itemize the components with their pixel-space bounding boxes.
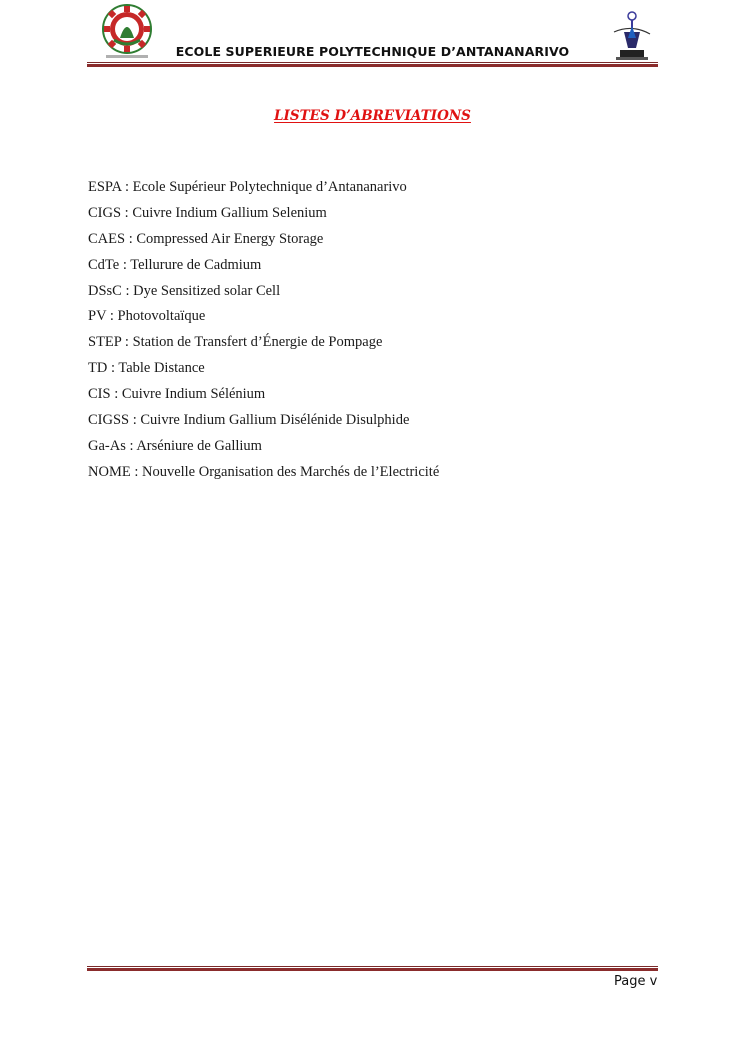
- list-item: STEP : Station de Transfert d’Énergie de Pompage: [88, 334, 383, 351]
- list-item: ESPA : Ecole Supérieur Polytechnique d’Antananarivo: [88, 179, 407, 195]
- list-item: TD : Table Distance: [88, 360, 205, 377]
- abbreviation-list: [88, 178, 439, 489]
- school-name: ECOLE SUPERIEURE POLYTECHNIQUE D’ANTANANARIVO: [175, 44, 570, 59]
- page-title: LISTES D’ABREVIATIONS: [274, 108, 471, 124]
- header-divider: [87, 62, 658, 67]
- list-item: Ga-As : Arséniure de Gallium: [88, 437, 262, 454]
- list-item: CIGSS : Cuivre Indium Gallium Disélénide Disulphide: [88, 412, 410, 429]
- footer-divider: [87, 966, 658, 971]
- list-item: NOME : Nouvelle Organisation des Marchés de l’Electricité: [88, 463, 440, 480]
- list-item: CAES : Compressed Air Energy Storage: [88, 230, 324, 247]
- list-item: PV : Photovoltaïque: [88, 308, 206, 325]
- list-item: DSsC : Dye Sensitized solar Cell: [88, 282, 281, 299]
- page-number: Page v: [614, 974, 658, 989]
- list-item: CIS : Cuivre Indium Sélénium: [88, 386, 266, 403]
- list-item: CdTe : Tellurure de Cadmium: [88, 256, 262, 273]
- list-item: CIGS : Cuivre Indium Gallium Selenium: [88, 204, 327, 221]
